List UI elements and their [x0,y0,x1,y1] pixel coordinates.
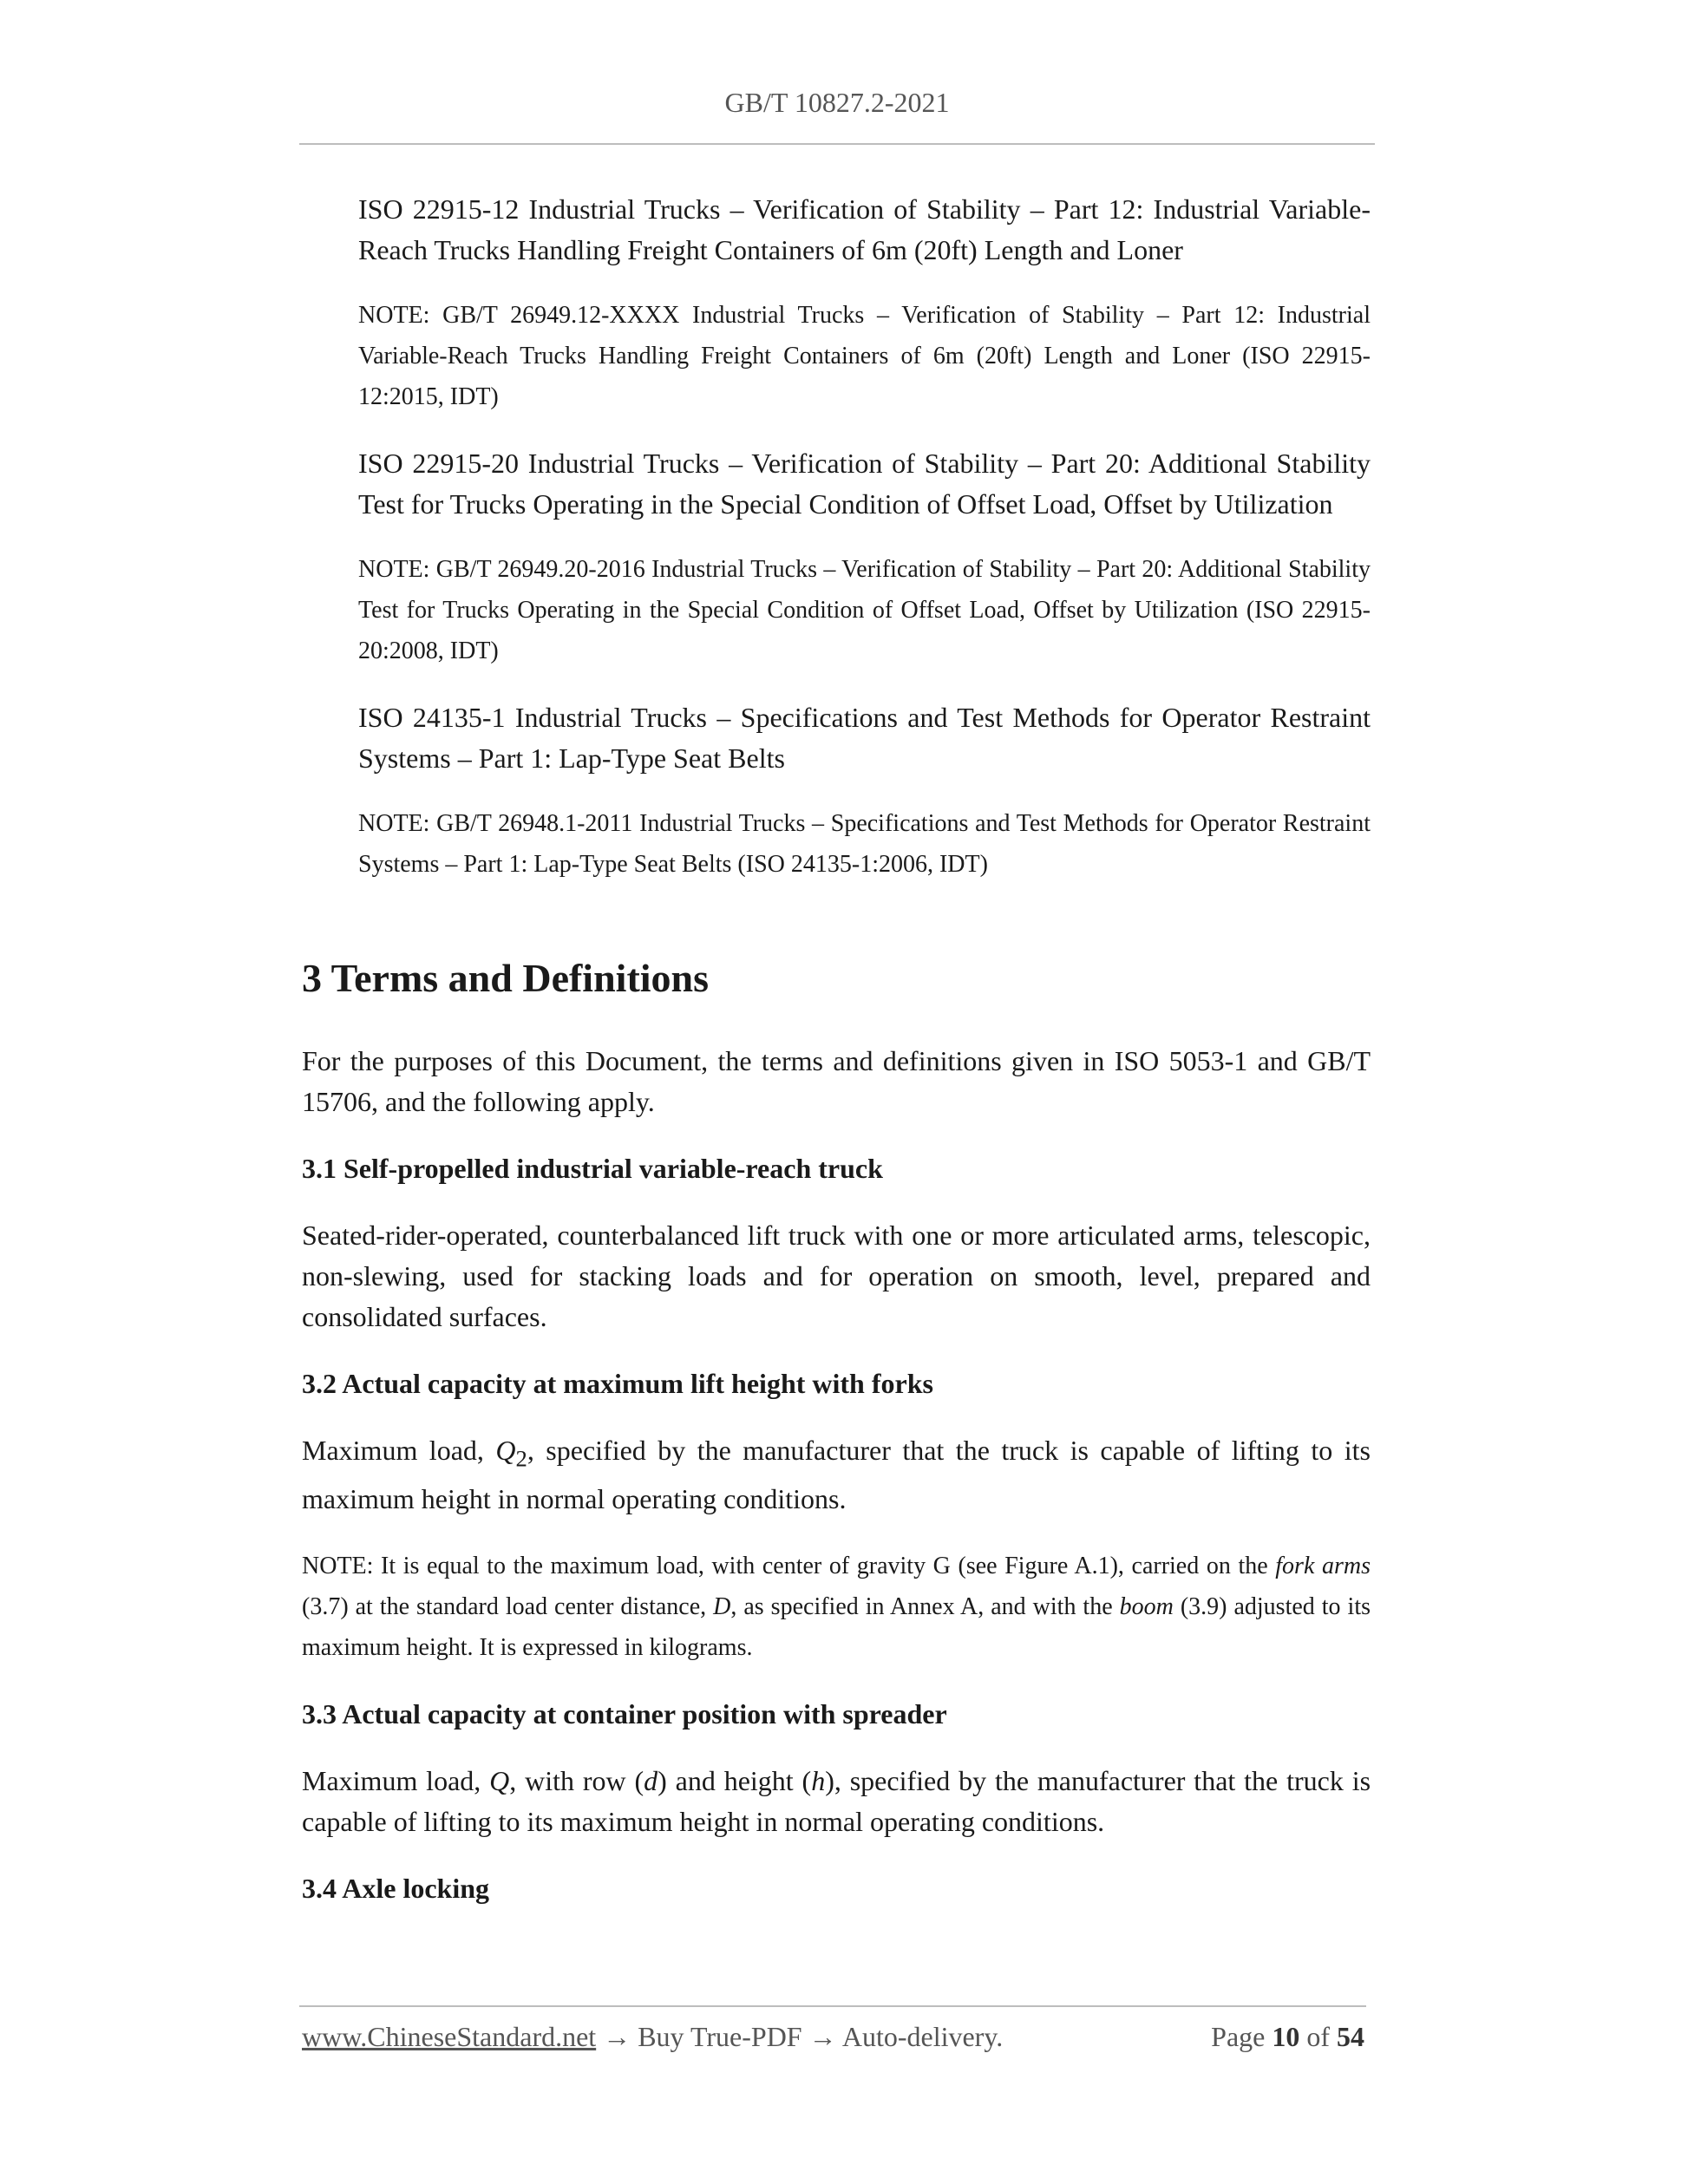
section-heading-terms: 3 Terms and Definitions [302,956,710,1000]
reference-iso-24135-1: ISO 24135-1 Industrial Trucks – Specifications and Test Methods for Operator Restraint Systems – Part 1: Lap-Type Seat Belts [358,702,1371,774]
symbol-subscript: 2 [515,1445,527,1472]
symbol-d: D [713,1593,731,1621]
footer-promo [302,2021,1003,2053]
reference-iso-22915-20: ISO 22915-20 Industrial Trucks – Verification of Stability – Part 20: Additional Stability Test for Trucks Operating in the Special Condition of Offset Load, Offset by Utilization [358,448,1371,520]
text-run: ) and height ( [658,1765,812,1797]
symbol-row-d: d [644,1765,658,1797]
page-header: GB/T 10827.2-2021 [724,87,950,118]
text-run: Maximum load, [302,1765,490,1797]
term-3-2-heading: 3.2 Actual capacity at maximum lift height with forks [302,1368,933,1399]
text-run: NOTE: It is equal to the maximum load, with center of gravity G (see Figure A.1), carried on the [302,1553,1276,1580]
page-label: Page [1211,2021,1266,2052]
footer-promo-text: → Buy True-PDF → Auto-delivery. [596,2021,1004,2052]
document-body [302,189,1371,1935]
note-gbt-26949-20: NOTE: GB/T 26949.20-2016 Industrial Trucks – Verification of Stability – Part 20: Additional Stability Test for Trucks Operating in the Special Condition of Offset Load, Offset by Utilization (ISO 22915-20:2008, IDT) [358,556,1371,664]
text-run: , specified by the manufacturer that the truck is capable of lifting to its maximum height in normal operating conditions. [302,1435,1371,1515]
section-intro: For the purposes of this Document, the terms and definitions given in ISO 5053-1 and GB/T 15706, and the following apply. [302,1045,1371,1117]
text-run: (3.7) at the standard load center distance, [302,1593,714,1621]
term-3-2-note [302,1546,1371,1668]
page-footer [302,2021,1364,2064]
term-ref-boom: boom [1119,1593,1174,1621]
term-3-4-heading: 3.4 Axle locking [302,1873,490,1905]
footer-divider [299,2005,1366,2007]
term-3-3-definition [302,1761,1371,1842]
term-3-1-definition: Seated-rider-operated, counterbalanced lift truck with one or more articulated arms, telescopic, non-slewing, used for stacking loads and for operation on smooth, level, prepared and consolidated surfaces. [302,1220,1371,1332]
website-link[interactable]: www.ChineseStandard.net [302,2021,597,2052]
term-3-2-definition [302,1430,1371,1520]
symbol-q: Q [495,1435,516,1466]
text-run: , with row ( [509,1765,644,1797]
page-number [1211,2021,1364,2053]
current-page: 10 [1272,2021,1300,2052]
term-3-1-heading: 3.1 Self-propelled industrial variable-reach truck [302,1153,883,1184]
total-pages: 54 [1337,2021,1364,2052]
note-gbt-26948-1: NOTE: GB/T 26948.1-2011 Industrial Trucks – Specifications and Test Methods for Operator Restraint Systems – Part 1: Lap-Type Seat Belts (ISO 24135-1:2006, IDT) [358,810,1371,878]
text-run: (3.9) adjusted to its maximum height. It is expressed in kilograms. [302,1593,1371,1662]
note-gbt-26949-12: NOTE: GB/T 26949.12-XXXX Industrial Trucks – Verification of Stability – Part 12: Industrial Variable-Reach Trucks Handling Freight Containers of 6m (20ft) Length and Loner (ISO 22915-12:2015, IDT) [358,302,1371,410]
symbol-height-h: h [811,1765,826,1797]
text-run: Maximum load, [302,1435,496,1466]
text-run: ), specified by the manufacturer that the truck is capable of lifting to its maximum height in normal operating conditions. [302,1765,1371,1838]
text-run: , as specified in Annex A, and with the [730,1593,1120,1621]
symbol-q: Q [489,1765,510,1797]
term-3-3-heading: 3.3 Actual capacity at container position with spreader [302,1698,947,1730]
header-divider [299,143,1375,145]
term-ref-fork-arms: fork arms [1275,1553,1371,1580]
reference-iso-22915-12: ISO 22915-12 Industrial Trucks – Verification of Stability – Part 12: Industrial Variable-Reach Trucks Handling Freight Containers of 6m (20ft) Length and Loner [358,193,1371,265]
of-label: of [1306,2021,1330,2052]
